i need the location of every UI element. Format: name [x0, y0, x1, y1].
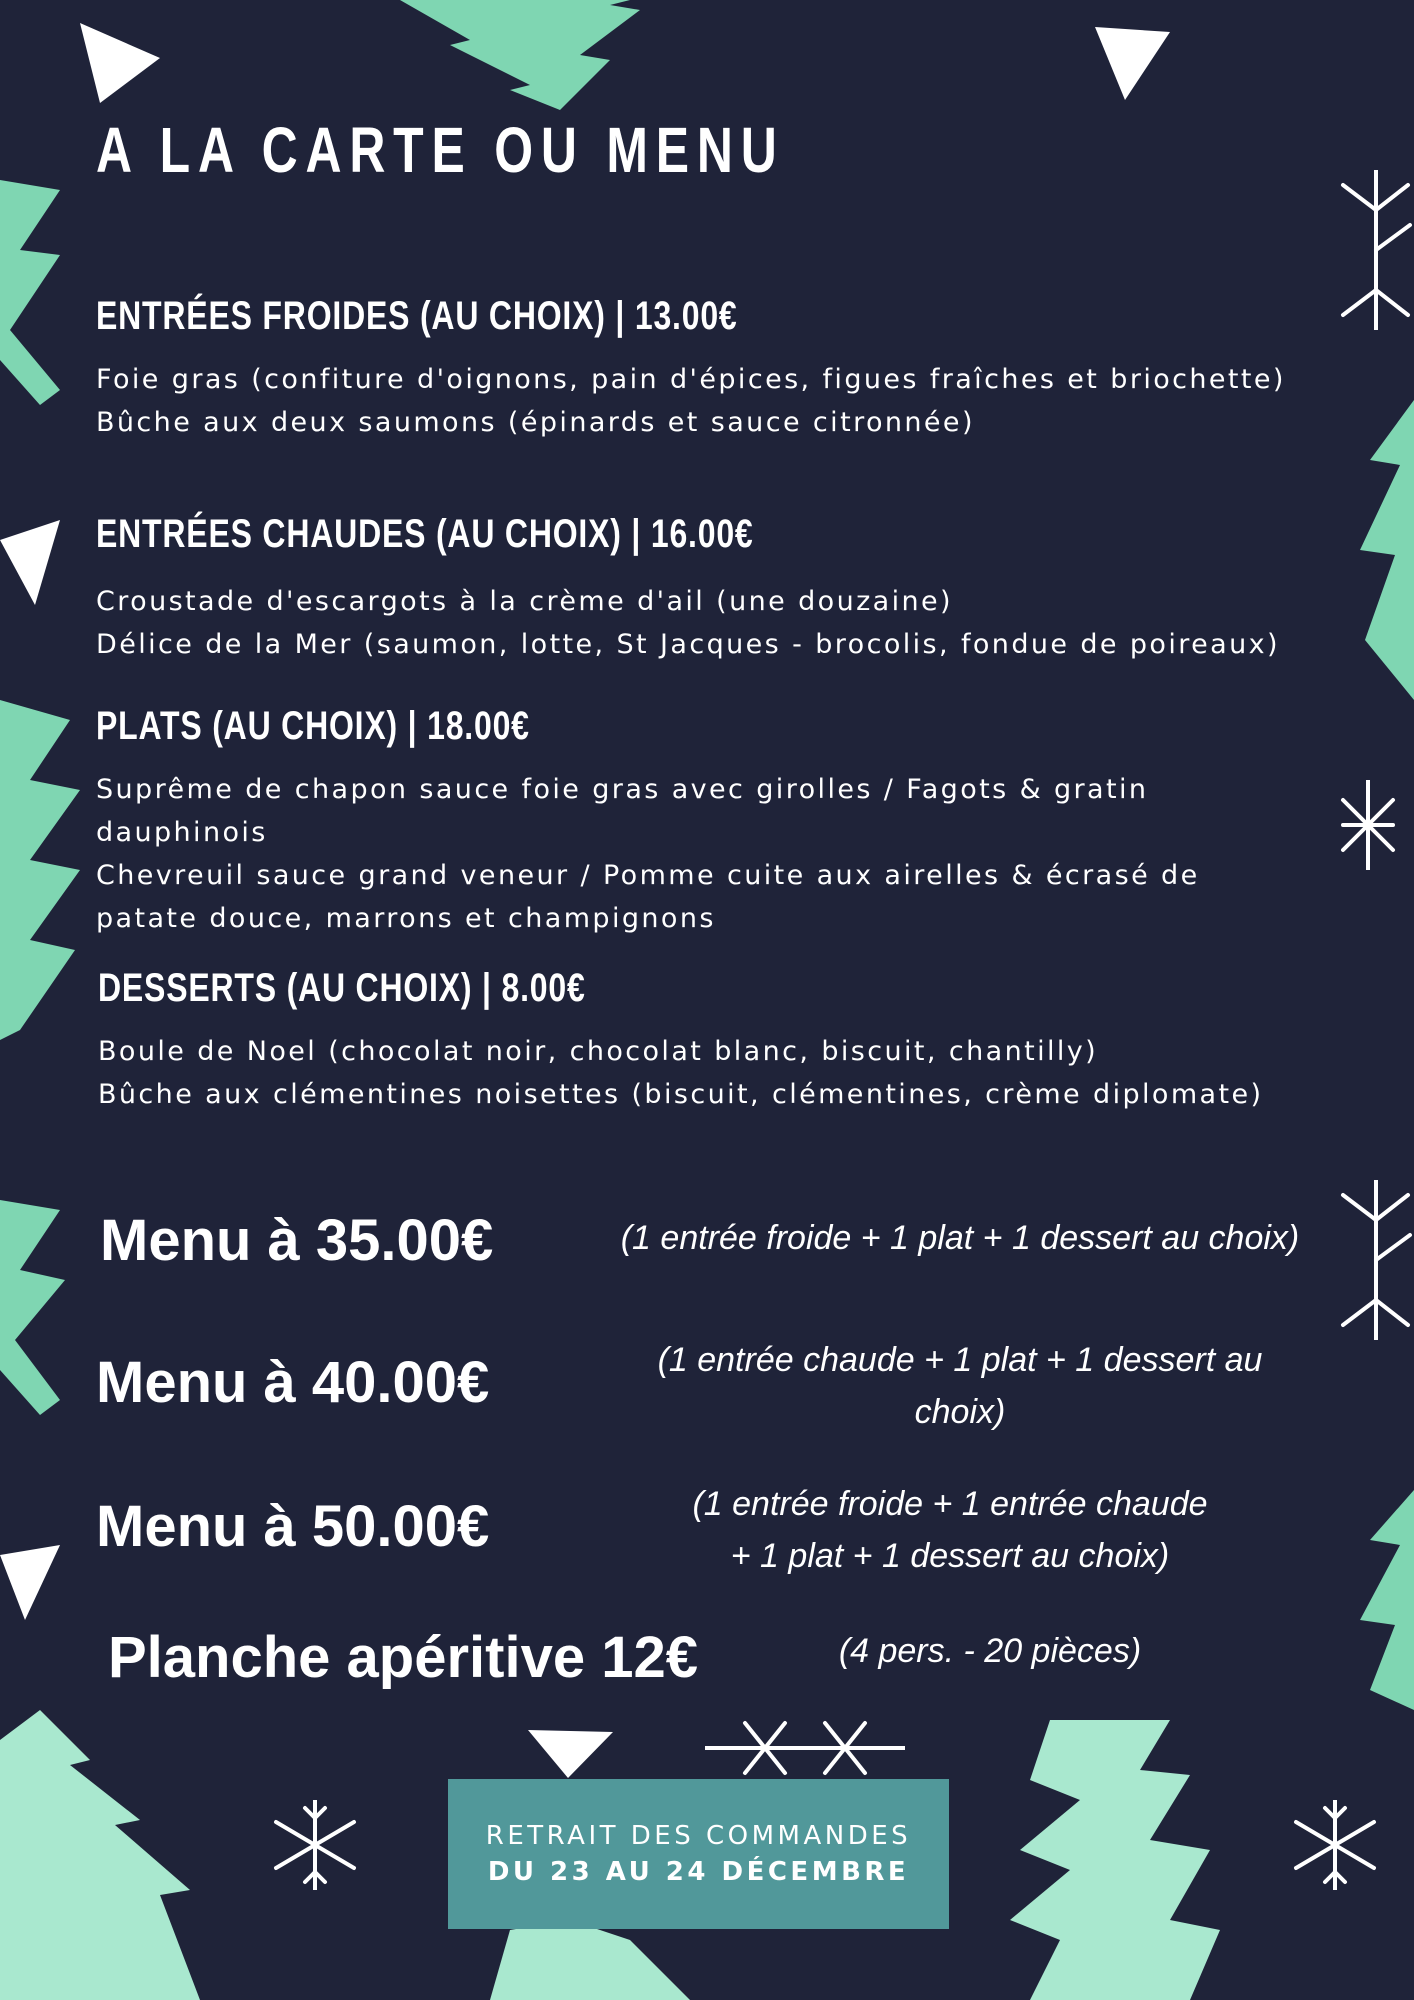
menu-description: [600, 1212, 1320, 1264]
section-heading: ENTRÉES CHAUDES (AU CHOIX) | 16.00€: [96, 512, 754, 556]
triangle-decoration-4: [0, 1540, 65, 1625]
pickup-banner: [448, 1779, 949, 1929]
menu-item: Croustade d'escargots à la crème d'ail (une douzaine): [96, 586, 953, 617]
menu-description-line: choix): [914, 1393, 1006, 1431]
menu-item: Boule de Noel (chocolat noir, chocolat blanc, biscuit, chantilly): [98, 1036, 1099, 1067]
tree-decoration-right-2: [1360, 1490, 1414, 1710]
page-title: A LA CARTE OU MENU: [96, 114, 785, 186]
pickup-label: RETRAIT DES COMMANDES: [485, 1821, 912, 1851]
tree-decoration-right-1: [1360, 400, 1414, 700]
menu-item: Chevreuil sauce grand veneur / Pomme cuite aux airelles & écrasé de patate douce, marrons et champignons: [96, 860, 1200, 934]
menu-description: [620, 1478, 1280, 1582]
menu-description-line: (1 entrée froide + 1 plat + 1 dessert au choix): [620, 1219, 1300, 1257]
tree-decoration-left-3: [0, 1200, 70, 1420]
menu-description: [620, 1334, 1300, 1438]
tree-decoration-bottom-left: [0, 1710, 200, 2000]
snowflake-decoration-2: [1338, 780, 1398, 870]
menu-item: Foie gras (confiture d'oignons, pain d'épices, figues fraîches et briochette): [96, 364, 1286, 395]
menu-price: Menu à 50.00€: [96, 1494, 490, 1559]
menu-price: Planche apéritive 12€: [108, 1625, 698, 1690]
menu-description-line: (1 entrée chaude + 1 plat + 1 dessert au: [657, 1341, 1263, 1379]
section-heading: DESSERTS (AU CHOIX) | 8.00€: [98, 966, 586, 1010]
menu-description-line: (1 entrée froide + 1 entrée chaude: [692, 1485, 1208, 1523]
snowflake-decoration-4: [270, 1800, 360, 1890]
section-entrees-chaudes: [96, 514, 1346, 666]
menu-description-line: + 1 plat + 1 dessert au choix): [730, 1537, 1170, 1575]
menu-price: Menu à 40.00€: [96, 1350, 490, 1415]
tree-decoration-left-1: [0, 180, 80, 410]
section-heading: PLATS (AU CHOIX) | 18.00€: [96, 704, 530, 748]
menu-item: Bûche aux deux saumons (épinards et sauce citronnée): [96, 407, 975, 438]
snowflake-decoration-6: [705, 1718, 905, 1778]
snowflake-decoration-1: [1338, 170, 1414, 330]
triangle-decoration-2: [1095, 22, 1175, 102]
tree-decoration-bottom-right: [990, 1720, 1220, 2000]
menu-description-line: (4 pers. - 20 pièces): [838, 1632, 1142, 1670]
menu-item: Délice de la Mer (saumon, lotte, St Jacques - brocolis, fondue de poireaux): [96, 629, 1280, 660]
menu-item: Suprême de chapon sauce foie gras avec girolles / Fagots & gratin dauphinois: [96, 774, 1149, 848]
section-heading: ENTRÉES FROIDES (AU CHOIX) | 13.00€: [96, 294, 738, 338]
menu-price: Menu à 35.00€: [100, 1208, 494, 1273]
section-desserts: [98, 968, 1348, 1116]
snowflake-decoration-5: [1290, 1800, 1380, 1890]
triangle-decoration-1: [75, 18, 165, 108]
section-entrees-froides: [96, 296, 1346, 444]
tree-decoration-left-2: [0, 700, 80, 1040]
menu-item: Bûche aux clémentines noisettes (biscuit, clémentines, crème diplomate): [98, 1079, 1264, 1110]
pickup-dates: DU 23 AU 24 DÉCEMBRE: [487, 1857, 910, 1887]
tree-decoration-bottom-center: [490, 1920, 690, 2000]
section-plats: [96, 706, 1346, 940]
menu-description: [780, 1625, 1200, 1677]
triangle-decoration-5: [528, 1730, 613, 1780]
tree-decoration-top: [380, 0, 660, 110]
triangle-decoration-3: [0, 520, 65, 610]
snowflake-decoration-3: [1338, 1180, 1414, 1340]
